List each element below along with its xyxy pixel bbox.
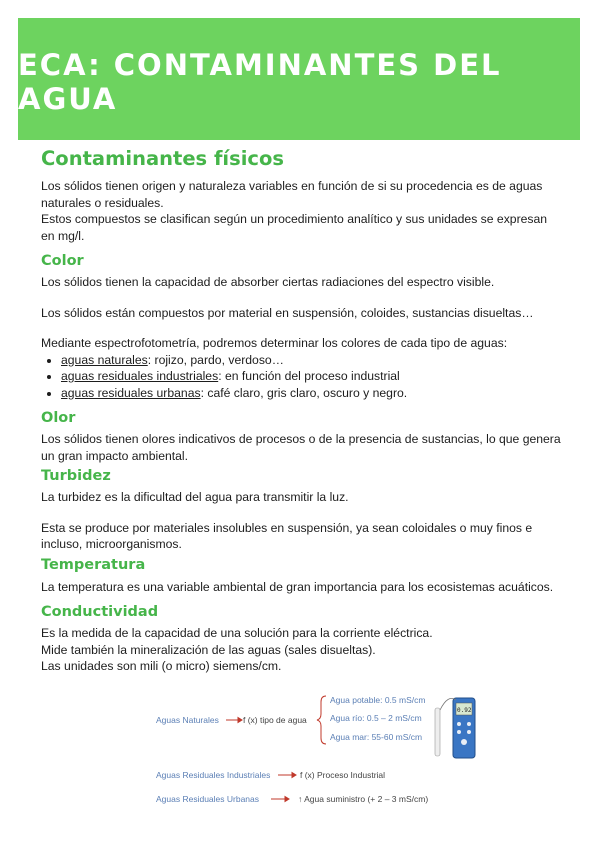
list-term: aguas residuales urbanas [61,385,201,400]
urbanas-label: Aguas Residuales Urbanas [156,794,260,804]
list-item [61,368,561,385]
conductividad-heading: Conductividad [41,604,159,620]
industriales-label: Aguas Residuales Industriales [156,770,271,780]
arrow-head-icon [285,797,289,802]
color-heading: Color [41,253,84,269]
conductividad-paragraph-3: Las unidades son mili (o micro) siemens/cm. [41,659,282,673]
naturales-result: f (x) tipo de agua [243,715,307,725]
conductivity-meter-icon [435,698,475,758]
intro-paragraph-1: Los sólidos tienen origen y naturaleza variables en función de si su procedencia es de aguas naturales o residuales. [41,179,543,210]
potable-label: Agua potable: 0.5 mS/cm [330,695,426,705]
arrow-head-icon [292,773,296,778]
document-body [41,146,561,675]
turbidez-heading: Turbidez [41,468,111,484]
rio-label: Agua río: 0.5 – 2 mS/cm [330,713,422,723]
intro-paragraph-2: Estos compuestos se clasifican según un procedimiento analítico y sus unidades se expresan en mg/l. [41,212,548,243]
list-desc: : café claro, gris claro, oscuro y negro. [200,385,408,400]
temperatura-heading: Temperatura [41,556,146,573]
mar-label: Agua mar: 55-60 mS/cm [330,732,423,742]
list-term: aguas residuales industriales [61,369,219,383]
industriales-result: f (x) Proceso Industrial [300,770,386,780]
conductividad-paragraph-2: Mide también la mineralización de las aguas (sales disueltas). [41,642,376,657]
page-title: ECA: CONTAMINANTES DEL AGUA [18,48,502,116]
temperatura-paragraph: La temperatura es una variable ambiental de gran importancia para los ecosistemas acuáticos. [41,579,554,594]
list-desc: : en función del proceso industrial [218,369,400,383]
brace-icon [317,696,326,744]
olor-heading: Olor [41,410,76,426]
list-term: aguas naturales [61,352,148,367]
section-heading: Contaminantes físicos [41,147,284,170]
color-paragraph-3: Mediante espectrofotometría, podremos determinar los colores de cada tipo de aguas: [41,336,508,350]
list-item [61,385,561,402]
olor-paragraph: Los sólidos tienen olores indicativos de procesos o de la presencia de sustancias, lo que genera un gran impacto ambiental. [41,432,561,463]
meter-display: 0.92 [457,707,472,714]
urbanas-result: ↑ Agua suministro (+ 2 – 3 mS/cm) [298,794,429,804]
title-banner [18,18,580,140]
color-paragraph-1: Los sólidos tienen la capacidad de absorber ciertas radiaciones del espectro visible. [41,275,495,289]
list-item [61,352,561,369]
color-paragraph-2: Los sólidos están compuestos por material en suspensión, coloides, sustancias disueltas… [41,305,534,320]
arrow-head-icon [238,718,242,723]
conductivity-diagram [150,690,480,810]
color-list [41,352,561,402]
naturales-label: Aguas Naturales [156,715,219,725]
conductividad-paragraph-1: Es la medida de la capacidad de una solución para la corriente eléctrica. [41,626,433,640]
list-desc: : rojizo, pardo, verdoso… [147,352,284,367]
turbidez-paragraph-1: La turbidez es la dificultad del agua para transmitir la luz. [41,490,349,504]
turbidez-paragraph-2: Esta se produce por materiales insolubles en suspensión, ya sean coloidales o muy finos e incluso, microorganismos. [41,520,533,551]
